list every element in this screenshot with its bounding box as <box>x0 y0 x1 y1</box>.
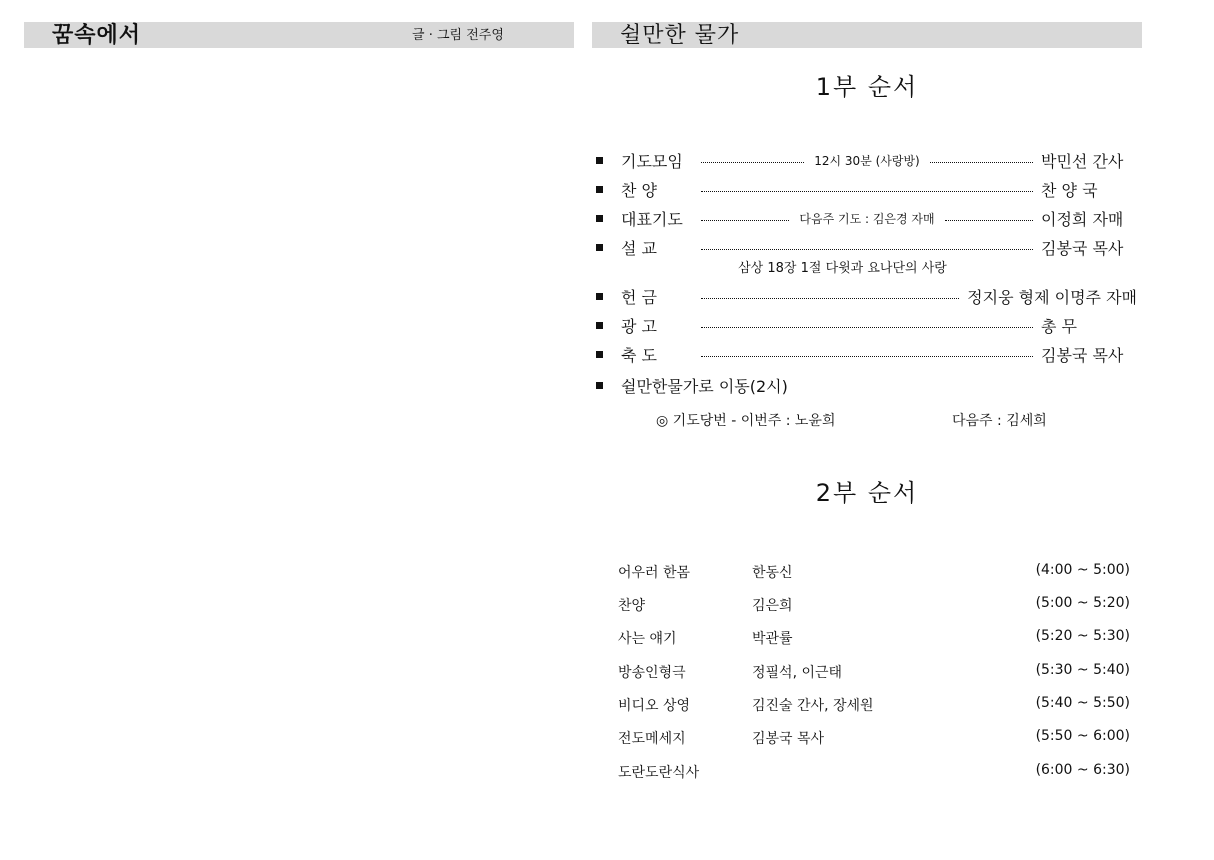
schedule-time: (5:50 ~ 6:00) <box>1035 728 1130 744</box>
author-credit: 글 · 그림 전주영 <box>412 28 504 43</box>
schedule-person: 박관률 <box>752 631 793 647</box>
part1-title: 1부 순서 <box>815 73 919 101</box>
schedule-person: 김진술 간사, 장세원 <box>752 698 874 714</box>
schedule-program: 방송인형극 <box>618 665 686 681</box>
order-item-sermon <box>592 236 1137 258</box>
schedule-program: 찬양 <box>618 598 646 614</box>
schedule-time: (4:00 ~ 5:00) <box>1035 562 1130 578</box>
square-bullet-icon <box>596 351 603 358</box>
order-item-detail: 다음주 기도 : 김은경 자매 <box>799 211 935 226</box>
schedule-time: (5:00 ~ 5:20) <box>1035 595 1130 611</box>
schedule-program: 사는 얘기 <box>618 631 677 647</box>
schedule-row <box>618 628 1130 648</box>
square-bullet-icon <box>596 186 603 193</box>
leader-dots <box>701 152 1033 169</box>
schedule-time: (6:00 ~ 6:30) <box>1035 762 1130 778</box>
left-header-bar <box>24 22 574 48</box>
schedule-person: 한동신 <box>752 565 793 581</box>
order-item-person: 정지웅 형제 이명주 자매 <box>967 287 1137 307</box>
order-item-person: 총 무 <box>1041 316 1077 336</box>
left-page-title: 꿈속에서 <box>52 23 142 48</box>
schedule-time: (5:20 ~ 5:30) <box>1035 628 1130 644</box>
leader-dots <box>701 210 1033 227</box>
order-item-representative-prayer <box>592 207 1137 229</box>
schedule-program: 비디오 상영 <box>618 698 691 714</box>
schedule-row <box>618 695 1130 715</box>
square-bullet-icon <box>596 157 603 164</box>
order-item-praise <box>592 178 1137 200</box>
order-item-label: 대표기도 <box>621 209 683 229</box>
order-item-label: 설 교 <box>621 238 657 258</box>
schedule-time: (5:40 ~ 5:50) <box>1035 695 1130 711</box>
order-item-prayer-meeting <box>592 149 1137 171</box>
order-item-person: 김봉국 목사 <box>1041 345 1124 365</box>
leader-dots <box>701 294 959 299</box>
schedule-person: 정필석, 이근태 <box>752 665 843 681</box>
order-item-person: 김봉국 목사 <box>1041 238 1124 258</box>
order-item-label: 기도모임 <box>621 151 683 171</box>
square-bullet-icon <box>596 244 603 251</box>
leader-dots <box>701 352 1033 357</box>
order-item-detail: 12시 30분 (사랑방) <box>814 153 920 168</box>
leader-dots <box>701 187 1033 192</box>
schedule-program: 어우러 한몸 <box>618 565 691 581</box>
square-bullet-icon <box>596 382 603 389</box>
order-item-benediction <box>592 343 1137 365</box>
order-item-label: 찬 양 <box>621 180 657 200</box>
schedule-program: 전도메세지 <box>618 731 686 747</box>
order-item-label: 광 고 <box>621 316 657 336</box>
order-item-label: 헌 금 <box>621 287 657 307</box>
order-item-label: 축 도 <box>621 345 657 365</box>
square-bullet-icon <box>596 293 603 300</box>
prayer-duty-this-week: ◎ 기도당번 - 이번주 : 노윤희 <box>656 413 836 429</box>
schedule-row <box>618 662 1130 682</box>
leader-dots <box>701 323 1033 328</box>
order-item-offering <box>592 285 1137 307</box>
right-header-bar <box>592 22 1142 48</box>
order-item-announcements <box>592 314 1137 336</box>
schedule-row <box>618 562 1130 582</box>
schedule-person: 김은희 <box>752 598 793 614</box>
schedule-time: (5:30 ~ 5:40) <box>1035 662 1130 678</box>
schedule-row <box>618 762 1130 782</box>
square-bullet-icon <box>596 322 603 329</box>
schedule-row <box>618 728 1130 748</box>
schedule-program: 도란도란식사 <box>618 765 700 781</box>
part2-title: 2부 순서 <box>815 479 919 507</box>
schedule-person: 김봉국 목사 <box>752 731 825 747</box>
order-item-move <box>592 374 1137 396</box>
order-item-person: 박민선 간사 <box>1041 151 1124 171</box>
square-bullet-icon <box>596 215 603 222</box>
prayer-duty-next-week: 다음주 : 김세희 <box>952 413 1047 429</box>
right-page-title: 쉴만한 물가 <box>620 23 740 48</box>
order-item-person: 찬 양 국 <box>1041 180 1098 200</box>
schedule-row <box>618 595 1130 615</box>
sermon-scripture-note: 삼상 18장 1절 다윗과 요나단의 사랑 <box>738 261 947 276</box>
order-item-person: 이정희 자매 <box>1041 209 1124 229</box>
order-item-label: 쉴만한물가로 이동(2시) <box>621 376 788 396</box>
leader-dots <box>701 245 1033 250</box>
